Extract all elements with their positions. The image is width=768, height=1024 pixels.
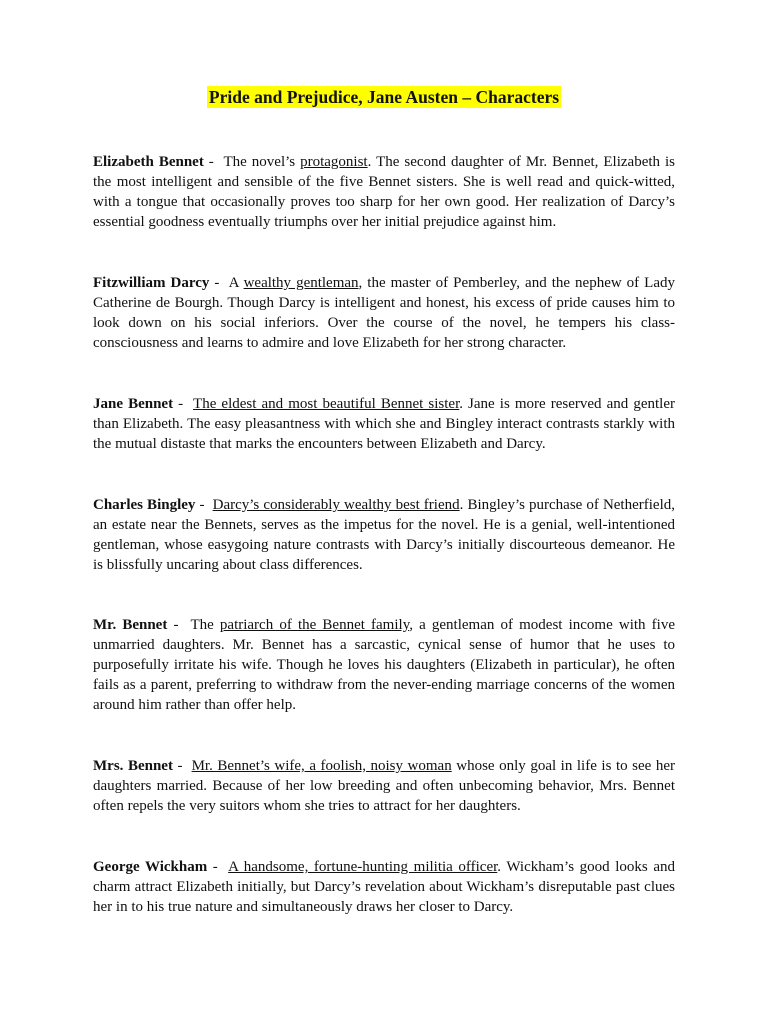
character-separator: - [203, 154, 224, 170]
character-description: whose only goal in life is to see her daughters married. Because of her low breeding and often unbecoming behavior, Mrs. Bennet often repels the very suitors whom she tries to attract for her daughters. [93, 758, 676, 814]
character-entry-george-wickham [93, 857, 675, 917]
character-lead-text: A [228, 275, 244, 291]
character-key-phrase: patriarch of the Bennet family [219, 617, 410, 633]
character-name: George Wickham [93, 859, 208, 875]
character-name: Mr. Bennet [93, 617, 168, 633]
character-name: Mrs. Bennet [93, 758, 173, 774]
character-lead-text: The novel’s [223, 154, 301, 170]
character-entry-elizabeth-bennet [93, 152, 675, 232]
character-name: Charles Bingley [93, 497, 196, 513]
character-key-phrase: Mr. Bennet’s wife, a foolish, noisy woman [191, 758, 452, 774]
character-description: . Jane is more reserved and gentler than Elizabeth. The easy pleasantness with which she and Bingley interact contrasts starkly with the mutual distaste that marks the encounters between Elizabeth and Darcy. [93, 396, 675, 452]
character-separator: - [172, 758, 192, 774]
character-description: , a gentleman of modest income with five unmarried daughters. Mr. Bennet has a sarcastic, cynical sense of humor that he uses to purposefully irritate his wife. Though he loves his daughters (Elizabeth in particular), he often fails as a parent, preferring to withdraw from the never-ending marriage concerns of the women around him rather than offer help. [93, 617, 675, 713]
character-entry-jane-bennet [93, 394, 675, 454]
character-separator: - [173, 396, 194, 412]
character-separator: - [209, 275, 229, 291]
character-description: . The second daughter of Mr. Bennet, Elizabeth is the most intelligent and sensible of the five Bennet sisters. She is well read and quick-witted, with a tongue that occasionally proves too sharp for her own good. Her realization of Darcy’s essential goodness eventually triumphs over her initial prejudice against him. [93, 154, 676, 230]
character-key-phrase: A handsome, fortune-hunting militia officer [228, 859, 498, 875]
character-lead-text: The [190, 617, 220, 633]
character-key-phrase: The eldest and most beautiful Bennet sister [193, 396, 460, 412]
character-separator: - [195, 497, 213, 513]
page-title: Pride and Prejudice, Jane Austen – Characters [208, 87, 560, 107]
character-name: Fitzwilliam Darcy [93, 275, 210, 291]
character-description: , the master of Pemberley, and the nephew of Lady Catherine de Bourgh. Though Darcy is intelligent and honest, his excess of pride causes him to look down on his social inferiors. Over the course of the novel, he tempers his class-consciousness and learns to admire and love Elizabeth for her strong character. [93, 275, 676, 351]
character-entry-charles-bingley [93, 495, 675, 575]
character-separator: - [167, 617, 191, 633]
character-name: Jane Bennet [93, 396, 174, 412]
character-name: Elizabeth Bennet [93, 154, 204, 170]
title-container [0, 86, 768, 108]
character-key-phrase: protagonist [300, 154, 368, 170]
character-description: . Bingley’s purchase of Netherfield, an estate near the Bennets, serves as the impetus for the novel. He is a genial, well-intentioned gentleman, whose easygoing nature contrasts with Darcy’s initially discourteous demeanor. He is blissfully uncaring about class differences. [93, 497, 675, 573]
character-entry-fitzwilliam-darcy [93, 273, 675, 353]
character-key-phrase: Darcy’s considerably wealthy best friend [212, 497, 460, 513]
character-entry-mrs-bennet [93, 756, 675, 816]
character-separator: - [207, 859, 229, 875]
character-entry-mr-bennet [93, 615, 675, 715]
character-description: . Wickham’s good looks and charm attract Elizabeth initially, but Darcy’s revelation about Wickham’s disreputable past clues her in to his true nature and simultaneously draws her closer to Darcy. [93, 859, 675, 915]
character-key-phrase: wealthy gentleman [243, 275, 359, 291]
